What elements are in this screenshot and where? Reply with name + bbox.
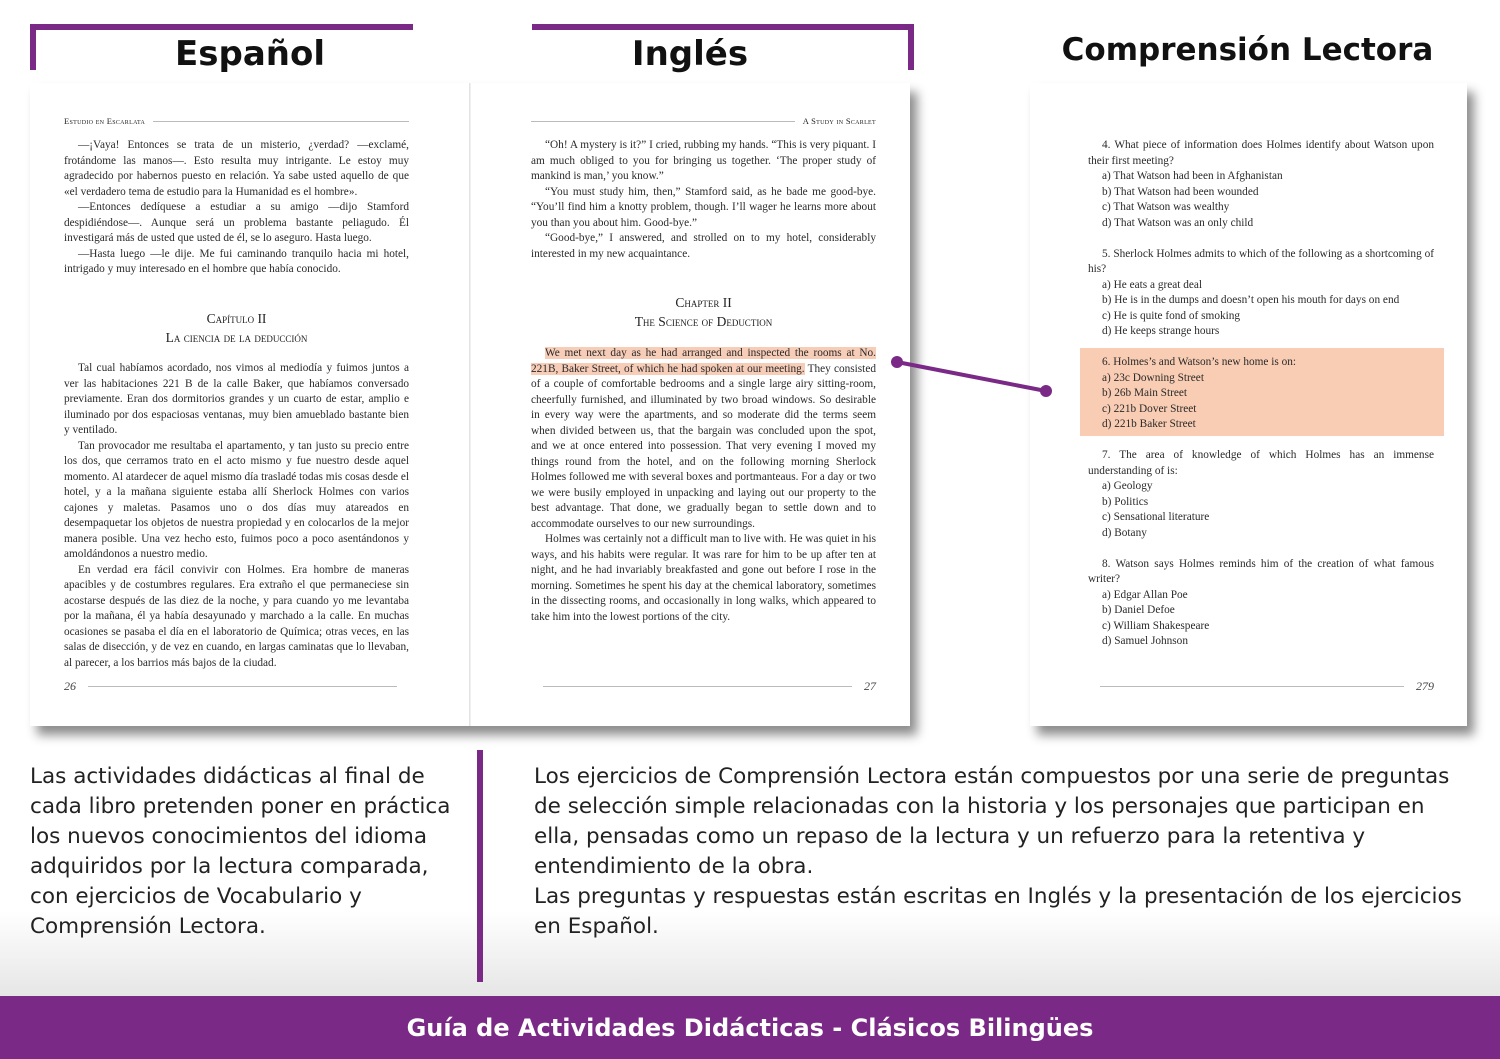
highlighted-paragraph <box>531 346 876 532</box>
paragraph: En verdad era fácil convivir con Holmes. Era hombre de maneras apacibles y de costumbres regulares. Era extraño el que permaneciese sin acostarse después de las diez de la noche, y para cuando yo me levantaba por la mañana, él ya había desayunado y marchado a la calle. En muchas ocasiones se pasaba el día en el laboratorio de Química; otras veces, en las salas de disección, y de vez en cuando, en largas caminatas que lo llevaban, al parecer, a los barrios más bajos de la ciudad. <box>64 563 409 669</box>
paragraph: —¡Vaya! Entonces se trata de un misterio, ¿verdad? —exclamé, frotándome las manos—. Esto resulta muy intrigante. Le estoy muy agradecido por habernos puesto en relación. Ya sabe usted aquello de que «el verdadero tema de estudio para la Humanidad es el hombre». <box>64 139 409 198</box>
question-stem: 7. The area of knowledge of which Holmes has an immense understanding of is: <box>1088 449 1434 477</box>
answer-option: a) Edgar Allan Poe <box>1102 588 1188 601</box>
running-head-text: A Study in Scarlet <box>802 116 876 126</box>
answer-option: b) 26b Main Street <box>1102 387 1188 399</box>
english-dialogue <box>531 138 876 262</box>
description-right-paragraph-1: Los ejercicios de Comprensión Lectora están compuestos por una serie de preguntas de selección simple relacionadas con la historia y los personajes que participan en ella, pensadas como un repaso de la lectura y un refuerzo para la retentiva y entendimiento de la obra. <box>534 764 1450 879</box>
spanish-chapter-text <box>64 361 409 671</box>
paragraph: Holmes was certainly not a difficult man to live with. He was quiet in his ways, and his habits were regular. It was rare for him to be up after ten at night, and he had invariably breakfasted and gone out before I rose in the morning. Sometimes he spent his day at the chemical laboratory, sometimes in the dissecting rooms, and occasionally in long walks, which appeared to take him into the lowest portions of the city. <box>531 533 876 623</box>
paragraph: “You must study him, then,” Stamford said, as he bade me good-bye. “You’ll find him a knotty problem, though. I’ll wager he learns more about you than you about him. Good-bye.” <box>531 185 876 229</box>
running-head-english <box>531 116 876 126</box>
connector-stroke <box>897 362 1046 391</box>
vertical-divider <box>477 750 483 982</box>
question-item-highlighted <box>1088 355 1434 433</box>
description-left: Las actividades didácticas al final de cada libro pretenden poner en práctica los nuevos conocimientos del idioma adquiridos por la lectura comparada, con ejercicios de Vocabulario y Comprensión Lectora. <box>30 764 451 939</box>
spanish-chapter-heading <box>64 309 409 347</box>
chapter-title: La ciencia de la deducción <box>165 330 308 345</box>
question-item <box>1088 448 1434 541</box>
footer-rule <box>543 686 852 687</box>
question-stem: 4. What piece of information does Holmes identify about Watson upon their first meeting? <box>1088 139 1434 167</box>
highlighted-passage: We met next day as he had arranged and inspected the rooms at No. 221B, Baker Street, of which he had spoken at our meeting. <box>531 347 876 375</box>
heading-spanish: Español <box>175 34 325 74</box>
question-item <box>1088 557 1434 650</box>
answer-option: c) William Shakespeare <box>1102 619 1210 632</box>
running-head-rule <box>531 121 795 122</box>
answer-option: a) Geology <box>1102 480 1153 492</box>
answer-option: d) That Watson was an only child <box>1102 216 1254 229</box>
question-list <box>1088 138 1434 665</box>
footer-rule <box>1100 686 1404 687</box>
paragraph: “Good-bye,” I answered, and strolled on to my hotel, considerably interested in my new acquaintance. <box>531 232 876 260</box>
comprehension-page-footer <box>1088 679 1434 694</box>
heading-comprehension: Comprensión Lectora <box>1061 32 1434 68</box>
answer-option: c) He is quite fond of smoking <box>1102 309 1241 322</box>
footer-banner <box>0 996 1500 1059</box>
answer-option: b) Daniel Defoe <box>1102 604 1175 616</box>
paragraph: Tan provocador me resultaba el apartamento, y tan justo su precio entre los dos, que cerramos trato en el acto mismo y fue nuestro desde aquel momento. Al atardecer de aquel mismo día trasladé todas mis cosas desde el hotel, y a la mañana siguiente estaba allí Sherlock Holmes con varios cajones y maletas. Pasamos uno o dos días muy atareados en desempaquetar los objetos de nuestra propiedad y en colocarlos de la mejor manera posible. Una vez hecho esto, fuimos poco a poco asentándonos y amoldándonos a nuestro medio. <box>64 439 409 560</box>
question-stem: 8. Watson says Holmes reminds him of the creation of what famous writer? <box>1088 557 1434 585</box>
answer-option: d) Botany <box>1102 526 1147 539</box>
spanish-page-footer <box>64 679 409 694</box>
footer-rule <box>88 686 397 687</box>
answer-option: c) That Watson was wealthy <box>1102 201 1230 213</box>
running-head-spanish <box>64 116 409 126</box>
comprehension-page <box>1030 83 1467 726</box>
page-number: 27 <box>864 679 876 693</box>
question-stem: 5. Sherlock Holmes admits to which of the following as a shortcoming of his? <box>1088 247 1434 275</box>
answer-option: b) He is in the dumps and doesn’t open his mouth for days on end <box>1102 294 1400 306</box>
answer-option: b) That Watson had been wounded <box>1102 185 1259 198</box>
answer-option: c) 221b Dover Street <box>1102 402 1197 415</box>
paragraph-continuation: They consisted of a couple of comfortable bedrooms and a single large airy sitting-room, cheerfully furnished, and illuminated by two broad windows. So desirable in every way were the apartments, and so moderate did the terms seem when divided between us, that the bargain was concluded upon the spot, and we at once entered into possession. That very evening I moved my things round from the hotel, and on the following morning Sherlock Holmes followed me with several boxes and portmanteaus. For a day or two we were busily employed in unpacking and laying out our property to the best advantage. That done, we gradually began to settle down and to accommodate ourselves to our new surroundings. <box>531 362 876 530</box>
paragraph: Tal cual habíamos acordado, nos vimos al mediodía y fuimos juntos a ver las habitaciones 221 B de la calle Baker, que habíamos conversado previamente. Eran dos dormitorios grandes y un cuarto de estar, amplio e iluminado por dos espaciosas ventanas, muy bien amueblado bastante bien y ventilado. <box>64 362 409 436</box>
english-chapter-heading <box>531 293 876 331</box>
running-head-text: Estudio en Escarlata <box>64 116 146 126</box>
answer-option: a) That Watson had been in Afghanistan <box>1102 170 1283 182</box>
paragraph: “Oh! A mystery is it?” I cried, rubbing my hands. “This is very piquant. I am much obliged to you for bringing us together. ‘The proper study of mankind is man,’ you know.” <box>531 139 876 182</box>
spanish-dialogue <box>64 138 409 278</box>
page-number: 26 <box>64 679 76 693</box>
question-item <box>1088 138 1434 231</box>
answer-option: d) He keeps strange hours <box>1102 325 1220 337</box>
question-item <box>1088 247 1434 340</box>
question-stem: 6. Holmes’s and Watson’s new home is on: <box>1102 356 1297 368</box>
answer-option: a) He eats a great deal <box>1102 278 1203 291</box>
paragraph: —Entonces dedíquese a estudiar a su amigo —dijo Stamford despidiéndose—. Aunque será un problema bastante peliagudo. Él investigará más de usted que usted de él, se lo aseguro. Hasta luego. <box>64 201 409 244</box>
book-spread <box>30 83 910 726</box>
chapter-number: Chapter II <box>675 295 732 310</box>
answer-option: a) 23c Downing Street <box>1102 371 1204 384</box>
book-gutter <box>469 83 471 726</box>
page-number: 279 <box>1416 679 1434 693</box>
heading-english: Inglés <box>631 34 749 74</box>
description-right-paragraph-2: Las preguntas y respuestas están escritas en Inglés y la presentación de los ejercicios en Español. <box>534 884 1462 939</box>
chapter-number: Capítulo II <box>206 311 267 326</box>
running-head-rule <box>153 121 409 122</box>
answer-option: d) Samuel Johnson <box>1102 635 1188 647</box>
chapter-title: The Science of Deduction <box>634 314 773 329</box>
answer-option: d) 221b Baker Street <box>1102 418 1196 430</box>
footer-title: Guía de Actividades Didácticas - Clásicos Bilingües <box>406 1013 1094 1042</box>
answer-option: c) Sensational literature <box>1102 511 1210 523</box>
description-right <box>534 762 1464 942</box>
english-chapter-text <box>531 346 876 625</box>
english-page-footer <box>531 679 876 694</box>
paragraph: —Hasta luego —le dije. Me fui caminando tranquilo hacia mi hotel, intrigado y muy interesado en el hombre que había conocido. <box>64 247 409 275</box>
answer-option: b) Politics <box>1102 495 1149 508</box>
